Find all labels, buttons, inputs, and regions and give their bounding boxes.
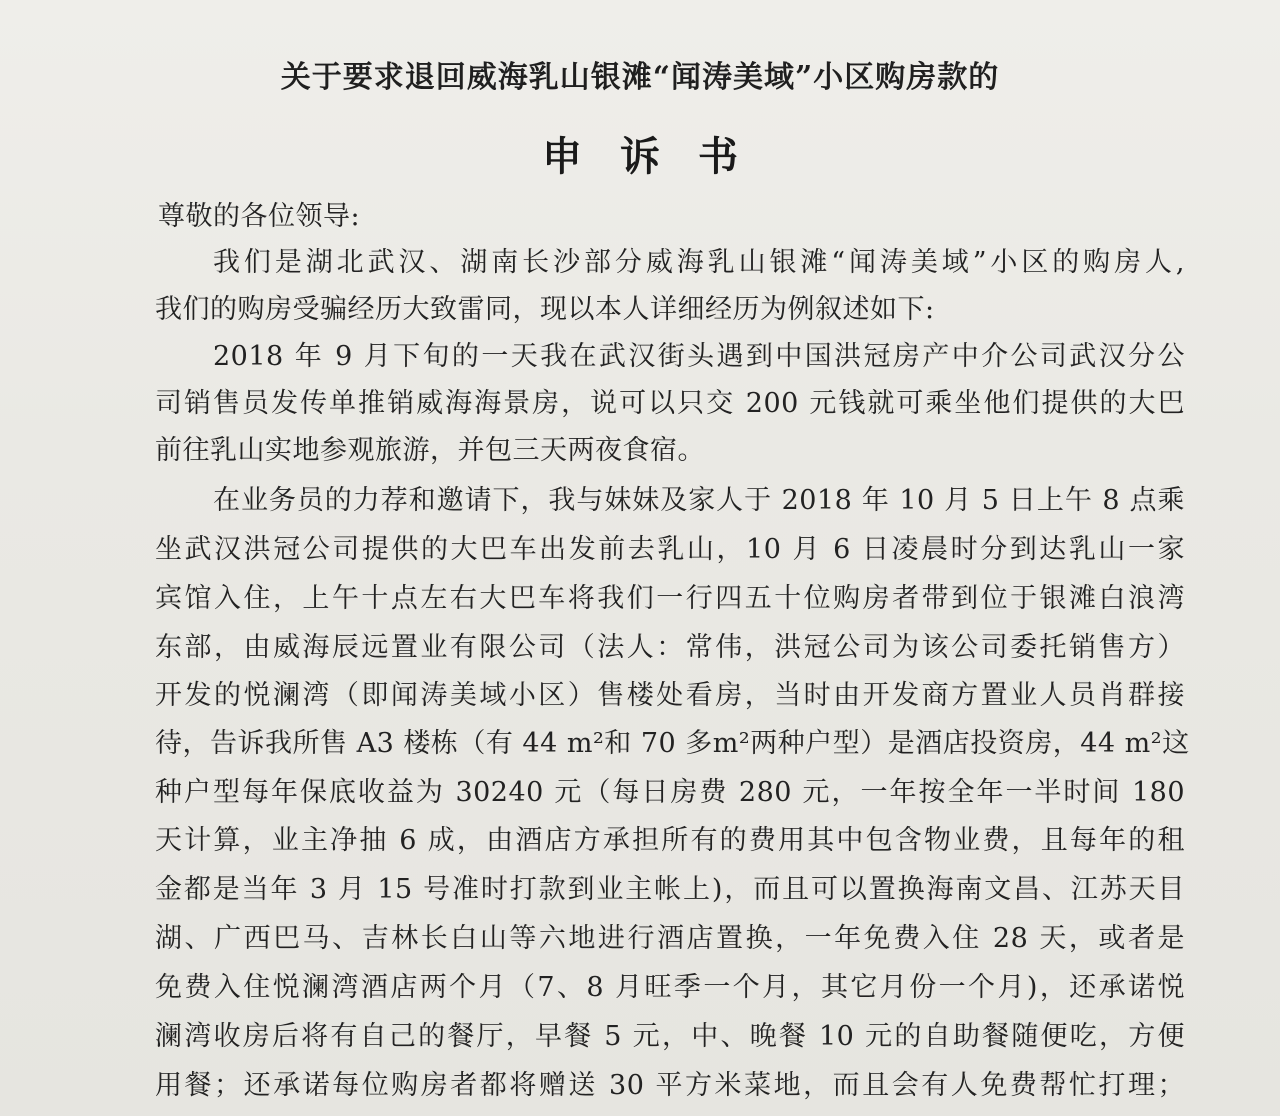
text-line: 免费入住悦澜湾酒店两个月（7、8 月旺季一个月，其它月份一个月)，还承诺悦	[155, 972, 1185, 1003]
document-heading: 申诉书	[542, 133, 776, 180]
greeting-line: 尊敬的各位领导:	[158, 201, 361, 232]
text-line: 天计算，业主净抽 6 成，由酒店方承担所有的费用其中包含物业费，且每年的租	[155, 825, 1185, 856]
text-line: 金都是当年 3 月 15 号准时打款到业主帐上)，而且可以置换海南文昌、江苏天目	[155, 874, 1185, 905]
text-line: 我们的购房受骗经历大致雷同，现以本人详细经历为例叙述如下:	[155, 294, 935, 325]
text-line: 开发的悦澜湾（即闻涛美域小区）售楼处看房，当时由开发商方置业人员肖群接	[155, 680, 1185, 711]
text-line: 湖、广西巴马、吉林长白山等六地进行酒店置换，一年免费入住 28 天，或者是	[155, 923, 1185, 954]
text-line: 司销售员发传单推销威海海景房，说可以只交 200 元钱就可乘坐他们提供的大巴	[155, 388, 1185, 419]
text-line: 2018 年 9 月下旬的一天我在武汉街头遇到中国洪冠房产中介公司武汉分公	[213, 341, 1185, 372]
text-line: 坐武汉洪冠公司提供的大巴车出发前去乳山，10 月 6 日凌晨时分到达乳山一家	[155, 534, 1185, 565]
text-line: 用餐；还承诺每位购房者都将赠送 30 平方米菜地，而且会有人免费帮忙打理；	[155, 1070, 1185, 1101]
text-line: 在业务员的力荐和邀请下，我与妹妹及家人于 2018 年 10 月 5 日上午 8 点乘	[213, 485, 1185, 516]
text-line: 我们是湖北武汉、湖南长沙部分威海乳山银滩“闻涛美域”小区的购房人,	[213, 247, 1185, 278]
text-line: 东部，由威海辰远置业有限公司（法人：常伟，洪冠公司为该公司委托销售方）	[155, 632, 1185, 663]
text-line: 待，告诉我所售 A3 楼栋（有 44 m²和 70 多m²两种户型）是酒店投资房，44 m²这	[155, 728, 1190, 759]
text-line: 种户型每年保底收益为 30240 元（每日房费 280 元，一年按全年一半时间 180	[155, 777, 1185, 808]
document-title: 关于要求退回威海乳山银滩“闻涛美域”小区购房款的	[280, 60, 1000, 95]
text-line: 前往乳山实地参观旅游，并包三天两夜食宿。	[155, 435, 705, 466]
text-line: 宾馆入住，上午十点左右大巴车将我们一行四五十位购房者带到位于银滩白浪湾	[155, 583, 1185, 614]
text-line: 澜湾收房后将有自己的餐厅，早餐 5 元，中、晚餐 10 元的自助餐随便吃，方便	[155, 1021, 1185, 1052]
